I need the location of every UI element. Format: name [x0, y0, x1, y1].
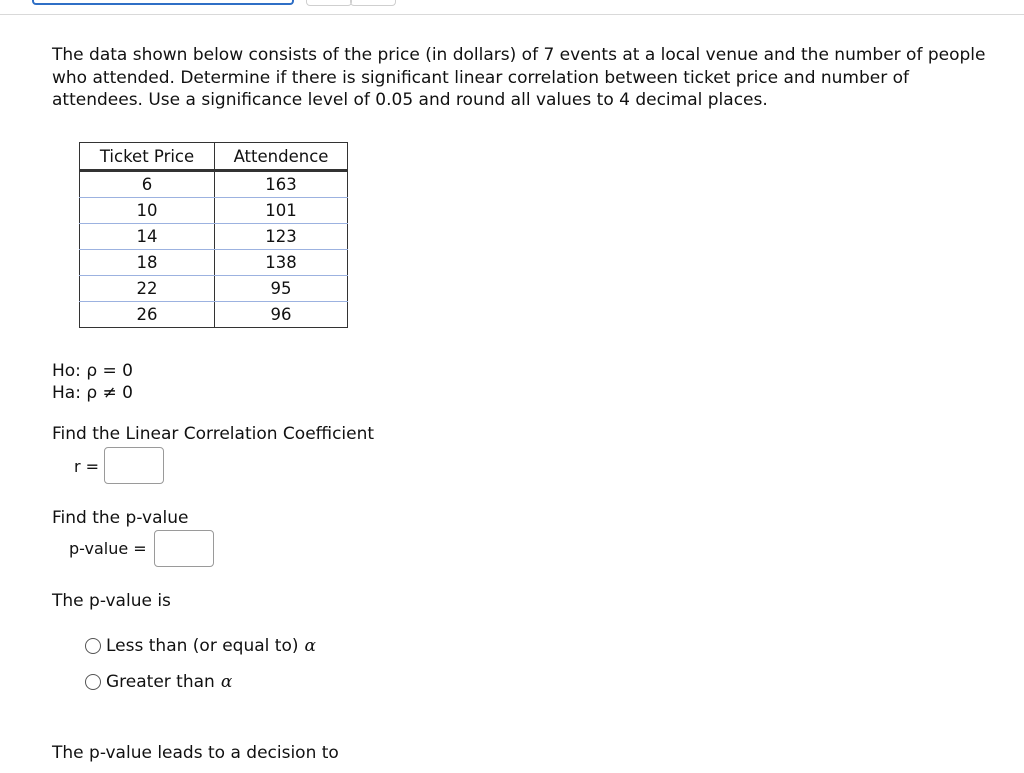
table-row [80, 198, 348, 224]
radio-option-label: Greater than [106, 672, 215, 692]
pvalue-answer-input[interactable] [154, 530, 214, 567]
table-cell-price: 26 [80, 302, 215, 328]
decision-heading: The p-value leads to a decision to [52, 743, 339, 763]
radio-option-greater-than[interactable] [85, 672, 232, 692]
table-cell-attendence: 95 [215, 276, 348, 302]
top-input-edge[interactable] [32, 0, 294, 5]
table-row [80, 224, 348, 250]
question-text: The data shown below consists of the price (in dollars) of 7 events at a local venue and the number of people who attended. Determine if there is significant linear correlation between ticket price and number of attendees. Use a significance level of 0.05 and round all values to 4 decimal places. [52, 45, 986, 110]
table-header-row [80, 143, 348, 171]
table-cell-attendence: 163 [215, 171, 348, 198]
radio-option-less-than[interactable] [85, 636, 316, 656]
r-label: r = [74, 457, 100, 476]
alternative-hypothesis: Ha: ρ ≠ 0 [52, 383, 133, 403]
data-table [79, 142, 348, 328]
pvalue-label: p-value = [69, 539, 147, 558]
table-cell-price: 10 [80, 198, 215, 224]
table-row [80, 276, 348, 302]
table-row [80, 302, 348, 328]
radio-button-icon[interactable] [85, 638, 101, 654]
column-header-attendence: Attendence [215, 143, 348, 171]
table-row [80, 250, 348, 276]
alpha-symbol: α [220, 672, 233, 692]
top-toolbar-strip [0, 0, 1024, 15]
table-cell-price: 14 [80, 224, 215, 250]
table-cell-attendence: 138 [215, 250, 348, 276]
r-answer-input[interactable] [104, 447, 164, 484]
top-button-edge[interactable] [306, 0, 352, 6]
correlation-heading: Find the Linear Correlation Coefficient [52, 424, 375, 444]
table-row [80, 171, 348, 198]
table-cell-attendence: 123 [215, 224, 348, 250]
table-cell-attendence: 101 [215, 198, 348, 224]
table-cell-price: 6 [80, 171, 215, 198]
radio-button-icon[interactable] [85, 674, 101, 690]
pvalue-heading: Find the p-value [52, 508, 189, 528]
comparison-heading: The p-value is [52, 591, 171, 611]
column-header-ticket-price: Ticket Price [80, 143, 215, 171]
table-cell-attendence: 96 [215, 302, 348, 328]
top-button-edge[interactable] [350, 0, 396, 6]
table-cell-price: 22 [80, 276, 215, 302]
alpha-symbol: α [304, 636, 316, 656]
table-cell-price: 18 [80, 250, 215, 276]
radio-option-label: Less than (or equal to) [106, 636, 299, 656]
null-hypothesis: Ho: ρ = 0 [52, 361, 133, 381]
